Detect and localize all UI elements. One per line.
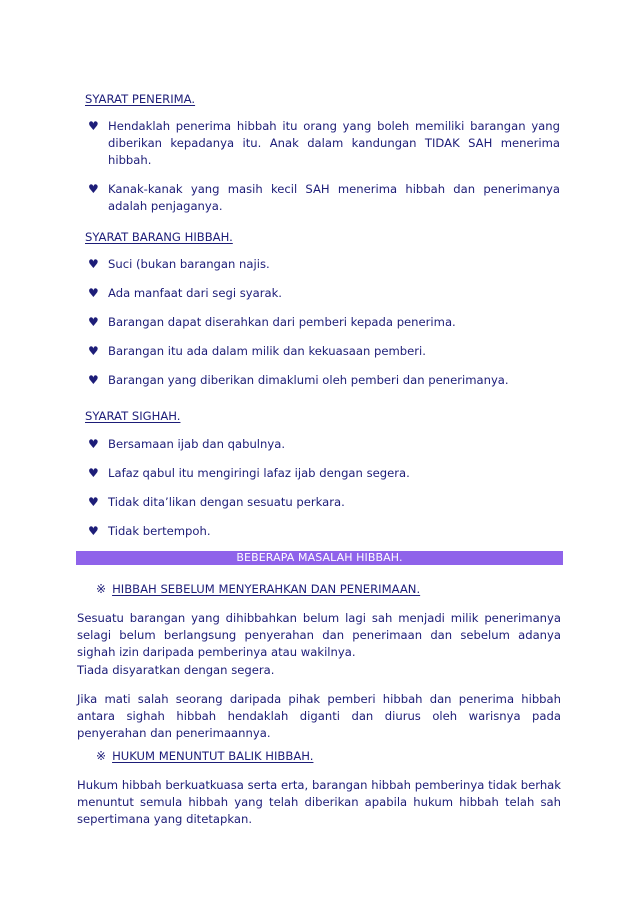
- list-item: [88, 523, 560, 540]
- list-item-text: Barangan dapat diserahkan dari pemberi kepada penerima.: [108, 315, 456, 329]
- heart-icon: ♥: [88, 286, 99, 300]
- list-item: [88, 118, 560, 169]
- list-item-text: Lafaz qabul itu mengiringi lafaz ijab dengan segera.: [108, 466, 410, 480]
- list-item-text: Bersamaan ijab dan qabulnya.: [108, 437, 286, 451]
- subheading-hukum-menuntut: [96, 749, 313, 763]
- list-item: [88, 181, 560, 215]
- paragraph: Jika mati salah seorang daripada pihak pemberi hibbah dan penerima hibbah antara sighah hibbah hendaklah diganti dan diurus oleh warisnya pada penyerahan dan penerimaannya.: [77, 692, 561, 740]
- heart-icon: ♥: [88, 437, 99, 451]
- list-item: [88, 285, 560, 302]
- heart-icon: ♥: [88, 524, 99, 538]
- list-item-text: Kanak-kanak yang masih kecil SAH menerima hibbah dan penerimanya adalah penjaganya.: [108, 182, 560, 213]
- reference-mark-icon: ※: [96, 582, 107, 596]
- list-item-text: Ada manfaat dari segi syarak.: [108, 286, 282, 300]
- reference-mark-icon: ※: [96, 749, 107, 763]
- heart-icon: ♥: [88, 495, 99, 509]
- subheading-text: HUKUM MENUNTUT BALIK HIBBAH.: [112, 749, 314, 763]
- list-item: [88, 314, 560, 331]
- subheading-hibbah-sebelum: [96, 582, 420, 596]
- heading-syarat-barang-hibbah: SYARAT BARANG HIBBAH.: [85, 230, 233, 244]
- list-item: [88, 343, 560, 360]
- paragraph: Tiada disyaratkan dengan segera.: [77, 663, 275, 677]
- paragraph: Sesuatu barangan yang dihibbahkan belum lagi sah menjadi milik penerimanya selagi belum berlangsung penyerahan dan penerimaan dan sebelum adanya sighah izin daripada pemberinya atau wakilnya.: [77, 611, 561, 659]
- list-item: [88, 256, 560, 273]
- heart-icon: ♥: [88, 315, 99, 329]
- list-item-text: Suci (bukan barangan najis.: [108, 257, 270, 271]
- list-item: [88, 436, 560, 453]
- list-item: [88, 494, 560, 511]
- list-item-text: Barangan yang diberikan dimaklumi oleh pemberi dan penerimanya.: [108, 373, 509, 387]
- heart-icon: ♥: [88, 344, 99, 358]
- heading-syarat-penerima: SYARAT PENERIMA.: [85, 92, 196, 106]
- heart-icon: ♥: [88, 466, 99, 480]
- subheading-text: HIBBAH SEBELUM MENYERAHKAN DAN PENERIMAAN.: [112, 582, 421, 596]
- list-item-text: Hendaklah penerima hibbah itu orang yang boleh memiliki barangan yang diberikan kepadanya itu. Anak dalam kandungan TIDAK SAH menerima hibbah.: [108, 119, 560, 167]
- list-item-text: Tidak bertempoh.: [108, 524, 211, 538]
- list-item: [88, 372, 560, 389]
- list-item-text: Tidak dita’likan dengan sesuatu perkara.: [108, 495, 345, 509]
- list-syarat-penerima: [88, 118, 560, 215]
- heart-icon: ♥: [88, 373, 99, 387]
- list-syarat-sighah: [88, 436, 560, 540]
- heading-syarat-sighah: SYARAT SIGHAH.: [85, 409, 181, 423]
- section-banner: BEBERAPA MASALAH HIBBAH.: [76, 551, 563, 565]
- list-syarat-barang: [88, 256, 560, 389]
- heart-icon: ♥: [88, 257, 99, 271]
- paragraph: Hukum hibbah berkuatkuasa serta erta, barangan hibbah pemberinya tidak berhak menuntut semula hibbah yang telah diberikan apabila hukum hibbah telah sah sepertimana yang ditetapkan.: [77, 778, 561, 826]
- heart-icon: ♥: [88, 119, 99, 133]
- heart-icon: ♥: [88, 182, 99, 196]
- list-item: [88, 465, 560, 482]
- list-item-text: Barangan itu ada dalam milik dan kekuasaan pemberi.: [108, 344, 426, 358]
